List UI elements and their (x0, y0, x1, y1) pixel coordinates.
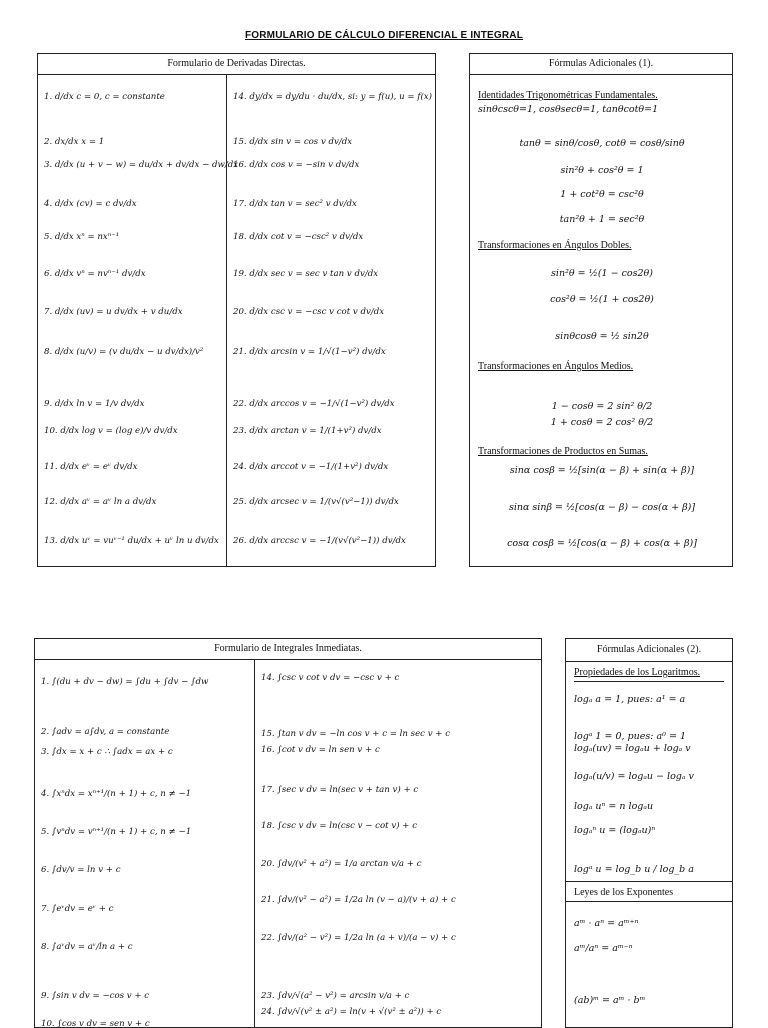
derivada-2: 2. dx/dx x = 1 (44, 137, 105, 147)
integral-7: 7. ∫eᵛdv = eᵛ + c (41, 904, 114, 914)
integral-r-5: 18. ∫csc v dv = ln(csc v − cot v) + c (261, 821, 418, 831)
integral-r-8: 22. ∫dv/(a² − v²) = 1/2a ln (a + v)/(a − v) + c (261, 933, 456, 943)
formula-exp-1: aᵐ · aⁿ = aᵐ⁺ⁿ (574, 918, 639, 929)
formula-pitagorica-3: tan²θ + 1 = sec²θ (559, 214, 645, 225)
section-productos-sumas: Transformaciones de Productos en Sumas. (478, 446, 648, 457)
derivada-r-3: 16. d/dx cos v = −sin v dv/dx (233, 160, 360, 170)
integrales-header: Formulario de Integrales Inmediatas. (35, 639, 541, 660)
derivadas-left-column (38, 74, 239, 566)
formula-doble-2: cos²θ = ½(1 + cos2θ) (550, 294, 654, 305)
formula-medio-2: 1 + cosθ = 2 cos² θ/2 (550, 417, 654, 428)
derivada-3: 3. d/dx (u + v − w) = du/dx + dv/dx − dw/dx (44, 160, 239, 170)
formula-pitagorica-1: sin²θ + cos²θ = 1 (560, 165, 644, 176)
integral-8: 8. ∫aᵛdv = aᵛ/ln a + c (41, 942, 133, 952)
integral-r-2: 15. ∫tan v dv = −ln cos v + c = ln sec v + c (261, 729, 451, 739)
page-title: FORMULARIO DE CÁLCULO DIFERENCIAL E INTEGRAL (244, 30, 524, 41)
integral-r-4: 17. ∫sec v dv = ln(sec v + tan v) + c (261, 785, 419, 795)
derivada-r-8: 21. d/dx arcsin v = 1/√(1−v²) dv/dx (233, 347, 386, 357)
derivada-13: 13. d/dx uᵛ = vuᵛ⁻¹ du/dx + uᵛ ln u dv/dx (44, 536, 219, 546)
derivada-r-6: 19. d/dx sec v = sec v tan v dv/dx (233, 269, 379, 279)
formula-producto-1: sinα cosβ = ½[sin(α − β) + sin(α + β)] (509, 465, 695, 476)
formula-pitagorica-2: 1 + cot²θ = csc²θ (560, 189, 644, 200)
derivada-r-11: 24. d/dx arccot v = −1/(1+v²) dv/dx (233, 462, 389, 472)
integral-r-9: 23. ∫dv/√(a² − v²) = arcsin v/a + c (261, 991, 410, 1001)
integral-5: 5. ∫vⁿdv = vⁿ⁺¹/(n + 1) + c, n ≠ −1 (41, 827, 192, 837)
formula-exp-2: aᵐ/aⁿ = aᵐ⁻ⁿ (574, 943, 633, 954)
formula-tan-cot: tanθ = sinθ/cosθ, cotθ = cosθ/sinθ (519, 138, 685, 149)
integral-r-3: 16. ∫cot v dv = ln sen v + c (261, 745, 380, 755)
derivadas-right-column (227, 74, 435, 566)
adicionales2-box (565, 638, 733, 1028)
derivada-r-12: 25. d/dx arcsec v = 1/(v√(v²−1)) dv/dx (233, 497, 399, 507)
integrales-right-column (255, 659, 541, 1027)
adicionales2-header: Fórmulas Adicionales (2). (566, 639, 732, 662)
formula-log-5: logₐ uⁿ = n logₐu (574, 801, 654, 812)
integral-4: 4. ∫xⁿdx = xⁿ⁺¹/(n + 1) + c, n ≠ −1 (41, 789, 192, 799)
integral-1: 1. ∫(du + dv − dw) = ∫du + ∫dv − ∫dw (41, 677, 209, 687)
derivada-8: 8. d/dx (u/v) = (v du/dx − u dv/dx)/v² (44, 347, 204, 357)
formula-reciprocas: sinθcscθ=1, cosθsecθ=1, tanθcotθ=1 (478, 104, 659, 115)
derivadas-header: Formulario de Derivadas Directas. (38, 54, 435, 75)
formula-log-6: logₐⁿ u = (logₐu)ⁿ (574, 825, 656, 836)
integral-r-1: 14. ∫csc v cot v dv = −csc v + c (261, 673, 400, 683)
integral-r-6: 20. ∫dv/(v² + a²) = 1/a arctan v/a + c (261, 859, 422, 869)
section-angulos-medios: Transformaciones en Ángulos Medios. (478, 361, 634, 372)
derivada-r-5: 18. d/dx cot v = −csc² v dv/dx (233, 232, 364, 242)
derivada-7: 7. d/dx (uv) = u dv/dx + v du/dx (44, 307, 183, 317)
formula-doble-3: sinθcosθ = ½ sin2θ (555, 331, 649, 342)
derivada-r-7: 20. d/dx csc v = −csc v cot v dv/dx (233, 307, 385, 317)
formula-producto-3: cosα cosβ = ½[cos(α − β) + cos(α + β)] (507, 538, 697, 549)
derivada-6: 6. d/dx vⁿ = nvⁿ⁻¹ dv/dx (44, 269, 146, 279)
formula-log-3: logₐ(uv) = logₐu + logₐ v (574, 743, 691, 754)
section-logaritmos: Propiedades de los Logaritmos. (574, 667, 701, 678)
integral-6: 6. ∫dv/v = ln v + c (41, 865, 121, 875)
derivada-4: 4. d/dx (cv) = c dv/dx (44, 199, 137, 209)
derivada-r-2: 15. d/dx sin v = cos v dv/dx (233, 137, 353, 147)
formula-log-7: logᵃ u = log_b u / log_b a (574, 864, 694, 875)
integrales-left-column (35, 659, 254, 1027)
integral-3: 3. ∫dx = x + c ∴ ∫adx = ax + c (41, 747, 173, 757)
section-trig-fundamentales: Identidades Trigonométricas Fundamentales. (478, 90, 658, 101)
formula-producto-2: sinα sinβ = ½[cos(α − β) − cos(α + β)] (508, 502, 696, 513)
formula-log-2: logᵃ 1 = 0, pues: a⁰ = 1 (574, 731, 686, 742)
derivada-12: 12. d/dx aᵛ = aᵛ ln a dv/dx (44, 497, 157, 507)
section-angulos-dobles: Transformaciones en Ángulos Dobles. (478, 240, 632, 251)
integral-r-7: 21. ∫dv/(v² − a²) = 1/2a ln (v − a)/(v + a) + c (261, 895, 456, 905)
derivadas-box (37, 53, 436, 567)
derivada-r-4: 17. d/dx tan v = sec² v dv/dx (233, 199, 357, 209)
formula-exp-3: (ab)ᵐ = aᵐ · bᵐ (574, 995, 646, 1006)
section-exponentes: Leyes de los Exponentes (574, 887, 674, 898)
derivada-1: 1. d/dx c = 0, c = constante (44, 92, 165, 102)
formula-medio-1: 1 − cosθ = 2 sin² θ/2 (551, 401, 653, 412)
formula-log-4: logₐ(u/v) = logₐu − logₐ v (574, 771, 694, 782)
derivada-r-10: 23. d/dx arctan v = 1/(1+v²) dv/dx (233, 426, 382, 436)
derivada-11: 11. d/dx eᵛ = eᵛ dv/dx (44, 462, 138, 472)
derivada-5: 5. d/dx xⁿ = nxⁿ⁻¹ (44, 232, 120, 242)
integral-2: 2. ∫adv = a∫dv, a = constante (41, 727, 170, 737)
derivada-9: 9. d/dx ln v = 1/v dv/dx (44, 399, 145, 409)
integral-r-10: 24. ∫dv/√(v² ± a²) = ln(v + √(v² ± a²)) + c (261, 1007, 442, 1017)
derivada-10: 10. d/dx log v = (log e)/v dv/dx (44, 426, 178, 436)
formula-doble-1: sin²θ = ½(1 − cos2θ) (551, 268, 653, 279)
derivada-r-13: 26. d/dx arccsc v = −1/(v√(v²−1)) dv/dx (233, 536, 406, 546)
integral-9: 9. ∫sin v dv = −cos v + c (41, 991, 150, 1001)
integrales-box (34, 638, 542, 1028)
derivada-r-9: 22. d/dx arccos v = −1/√(1−v²) dv/dx (233, 399, 395, 409)
integral-10: 10. ∫cos v dv = sen v + c (41, 1019, 150, 1028)
derivada-r-1: 14. dy/dx = dy/du · du/dx, si: y = f(u), u = f(x) (233, 92, 433, 102)
formula-log-1: logₐ a = 1, pues: a¹ = a (574, 694, 686, 705)
adicionales1-box (469, 53, 733, 567)
adicionales1-header: Fórmulas Adicionales (1). (470, 54, 732, 75)
